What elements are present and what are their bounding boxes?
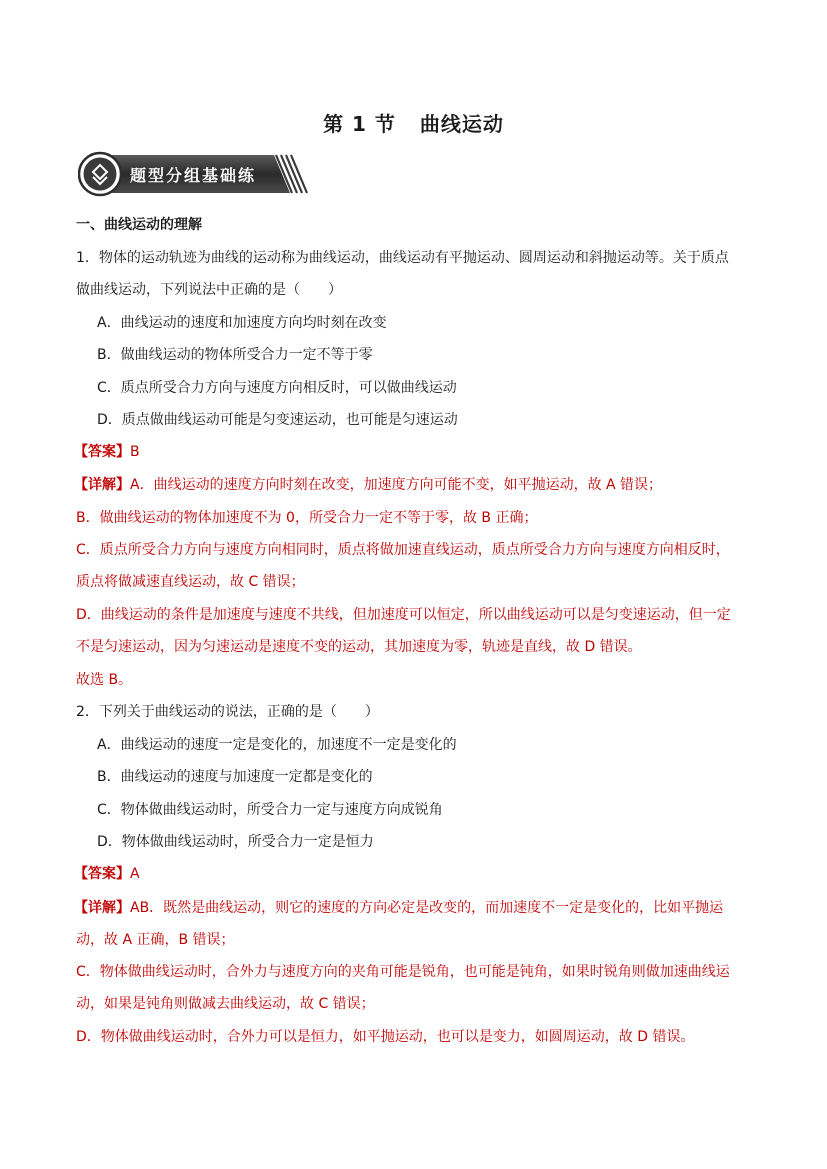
q1-option-a: A．曲线运动的速度和加速度方向均时刻在改变 [97, 315, 387, 331]
page-title [0, 108, 827, 137]
q1-detail-line [74, 475, 755, 495]
q2-detail-line: 动，如果是钝角则做减去曲线运动，故 C 错误； [76, 996, 375, 1012]
answer-value: A [130, 866, 140, 882]
section-banner [78, 151, 310, 197]
stacked-diamond-icon [79, 153, 121, 195]
q1-detail-line: B．做曲线运动的物体加速度不为 0，所受合力一定不等于零，故 B 正确； [76, 510, 538, 526]
q1-stem-line2: 做曲线运动，下列说法中正确的是（ ） [76, 282, 342, 298]
q1-conclusion: 故选 B。 [76, 672, 133, 688]
answer-value: B [130, 444, 140, 460]
q2-detail-line: D．物体做曲线运动时，合外力可以是恒力，如平抛运动，也可以是变力，如圆周运动，故 D 错误。 [76, 1029, 695, 1045]
detail-tag: 【详解】 [74, 900, 130, 916]
section-heading: 一、曲线运动的理解 [76, 217, 202, 233]
q2-option-c: C．物体做曲线运动时，所受合力一定与速度方向成锐角 [97, 802, 443, 818]
q1-detail-line: D．曲线运动的条件是加速度与速度不共线，但加速度可以恒定，所以曲线运动可以是匀变速运动，但一定 [76, 607, 731, 623]
q1-detail-line: 不是匀速运动，因为匀速运动是速度不变的运动，其加速度为零，轨迹是直线，故 D 错误。 [76, 639, 642, 655]
answer-tag: 【答案】 [74, 444, 130, 460]
q2-option-a: A．曲线运动的速度一定是变化的，加速度不一定是变化的 [97, 737, 457, 753]
q1-detail-line: 质点将做减速直线运动，故 C 错误； [76, 574, 305, 590]
q2-detail-line: C．物体做曲线运动时，合外力与速度方向的夹角可能是锐角，也可能是钝角，如果时锐角则做加速曲线运 [76, 964, 730, 980]
detail-tag: 【详解】 [74, 477, 130, 493]
q2-detail-line [74, 898, 755, 918]
detail-text: AB．既然是曲线运动，则它的速度的方向必定是改变的，而加速度不一定是变化的，比如平抛运 [130, 900, 724, 916]
answer-tag: 【答案】 [74, 866, 130, 882]
q2-answer [74, 864, 755, 884]
q1-option-c: C．质点所受合力方向与速度方向相反时，可以做曲线运动 [97, 380, 457, 396]
detail-text: A．曲线运动的速度方向时刻在改变，加速度方向可能不变，如平抛运动，故 A 错误； [130, 477, 663, 493]
q2-option-b: B．曲线运动的速度与加速度一定都是变化的 [97, 769, 373, 785]
q1-answer [74, 442, 755, 462]
q2-stem: 2．下列关于曲线运动的说法，正确的是（ ） [76, 704, 379, 720]
section-number: 第 1 节 [323, 112, 396, 136]
q2-option-d: D．物体做曲线运动时，所受合力一定是恒力 [97, 834, 374, 850]
q1-stem-line1: 1．物体的运动轨迹为曲线的运动称为曲线运动，曲线运动有平抛运动、圆周运动和斜抛运动等。关于质点 [76, 250, 729, 266]
q1-option-b: B．做曲线运动的物体所受合力一定不等于零 [97, 347, 373, 363]
q1-option-d: D．质点做曲线运动可能是匀变速运动，也可能是匀速运动 [97, 412, 458, 428]
q2-detail-line: 动，故 A 正确，B 错误； [76, 932, 235, 948]
banner-label: 题型分组基础练 [130, 166, 257, 185]
q1-detail-line: C．质点所受合力方向与速度方向相同时，质点将做加速直线运动，质点所受合力方向与速度方向相反时， [76, 542, 730, 558]
section-title: 曲线运动 [419, 112, 504, 136]
